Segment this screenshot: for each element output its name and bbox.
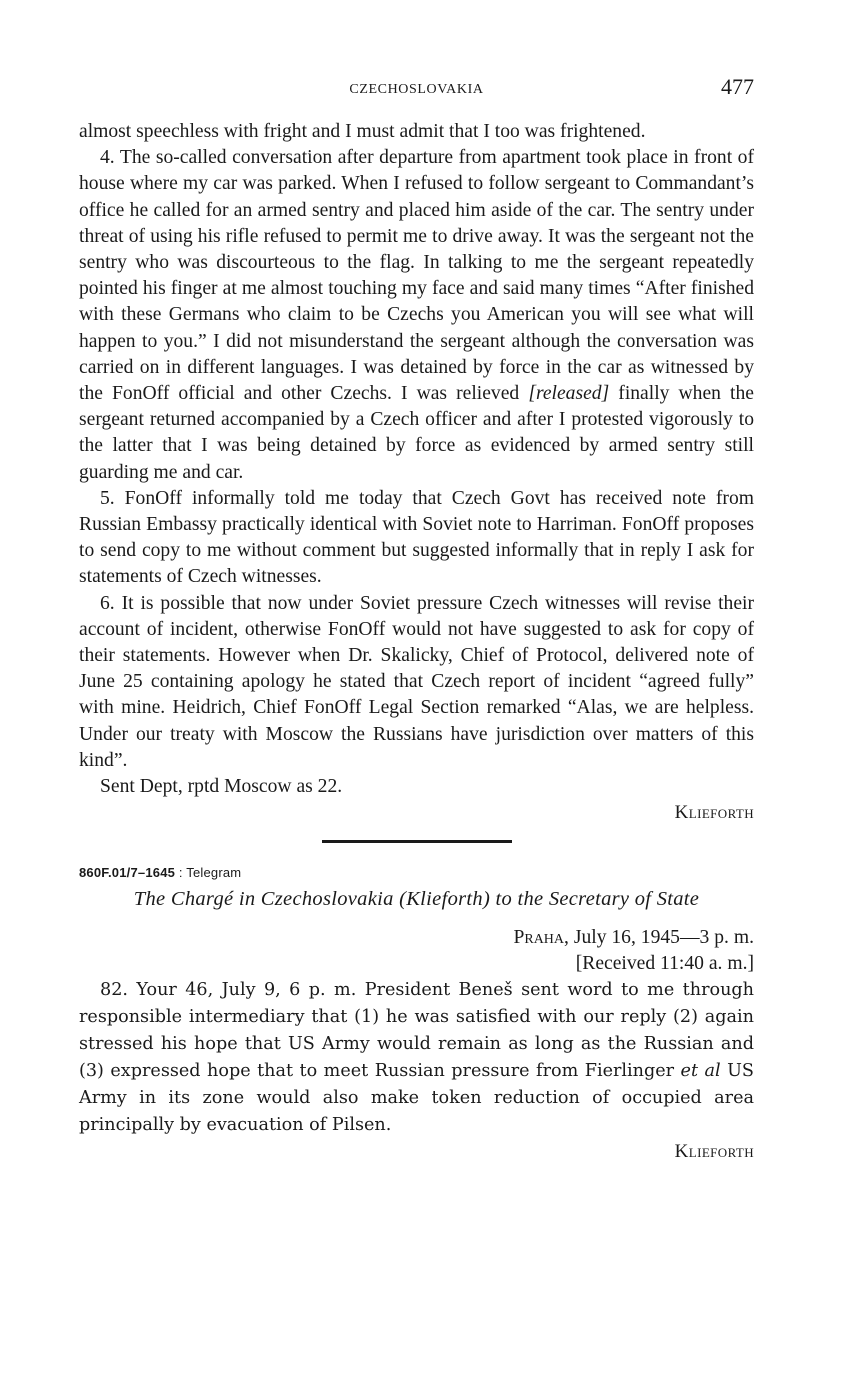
paragraph-4: [79, 145, 754, 486]
running-title: CZECHOSLOVAKIA: [349, 82, 484, 97]
date-line: [79, 925, 754, 951]
et-al: et al: [680, 1061, 721, 1082]
body-text: [79, 119, 754, 1166]
received-line: [Received 11:40 a. m.]: [575, 953, 754, 975]
paragraph-5: 5. FonOff informally told me today that Czech Govt has received note from Russian Embassy practically identical with Soviet note to Harriman. FonOff proposes to send copy to me without comment but suggested informally that in reply I ask for statements of Czech witnesses.: [79, 487, 754, 588]
signature-1: Klieforth: [674, 802, 754, 824]
paragraph-82: [79, 977, 754, 1139]
place: Praha,: [513, 927, 569, 949]
file-number: 860F.01/7–1645: [79, 865, 176, 881]
page-number: 477: [721, 74, 754, 99]
bracket-note: [released]: [528, 383, 610, 405]
file-reference: [79, 863, 754, 883]
paragraph-4-end: finally when the sergeant returned accompanied by a Czech officer and after I protested vigorously to the latter that I was being detained by force as evidenced by armed sentry still guarding me and car.: [79, 383, 754, 483]
paragraph-82-start: 82. Your 46, July 9, 6 p. m. President Beneš sent word to me through responsible intermediary that (1) he was satisfied with our reply (2) again stressed his hope that US Army would remain as long as the Russian and (3) expressed hope that to meet Russian pressure from Fierlinger: [79, 980, 754, 1082]
section-divider: [322, 840, 512, 843]
paragraph-82-end: US Army in its zone would also make token reduction of occupied area principally by evacuation of Pilsen.: [79, 1061, 754, 1136]
paragraph-6: 6. It is possible that now under Soviet pressure Czech witnesses will revise their account of incident, otherwise FonOff would not have suggested to ask for copy of their statements. However when Dr. Skalicky, Chief of Protocol, delivered note of June 25 containing apology he stated that Czech report of incident “agreed fully” with mine. Heidrich, Chief FonOff Legal Section remarked “Alas, we are helpless. Under our treaty with Moscow the Russians have jurisdiction over matters of this kind”.: [79, 592, 754, 771]
file-kind: : Telegram: [178, 865, 242, 881]
running-head: [79, 74, 754, 102]
dateline: [79, 925, 754, 977]
date: July 16, 1945—3 p. m.: [573, 927, 754, 949]
paragraph-continued: almost speechless with fright and I must admit that I too was frightened.: [79, 121, 646, 142]
signature-2: Klieforth: [674, 1141, 754, 1163]
paragraph-4-text: 4. The so-called conversation after departure from apartment took place in front of house where my car was parked. When I refused to follow sergeant to Commandant’s office he called for an armed sentry and placed him aside of the car. The sentry under threat of using his rifle refused to permit me to drive away. It was the sergeant not the sentry who was discourteous to the flag. In talking to me the sergeant repeatedly pointed his finger at me almost touching my face and said many times “After finished with these Germans who claim to be Czechs you American you will see what will happen to you.” I did not misunderstand the sergeant although the conversation was carried on in different languages. I was detained by force in the car as witnessed by the FonOff official and other Czechs. I was relieved: [79, 147, 754, 405]
sent-line: Sent Dept, rptd Moscow as 22.: [100, 776, 343, 798]
document-title: The Chargé in Czechoslovakia (Klieforth) to the Secretary of State: [133, 888, 700, 911]
